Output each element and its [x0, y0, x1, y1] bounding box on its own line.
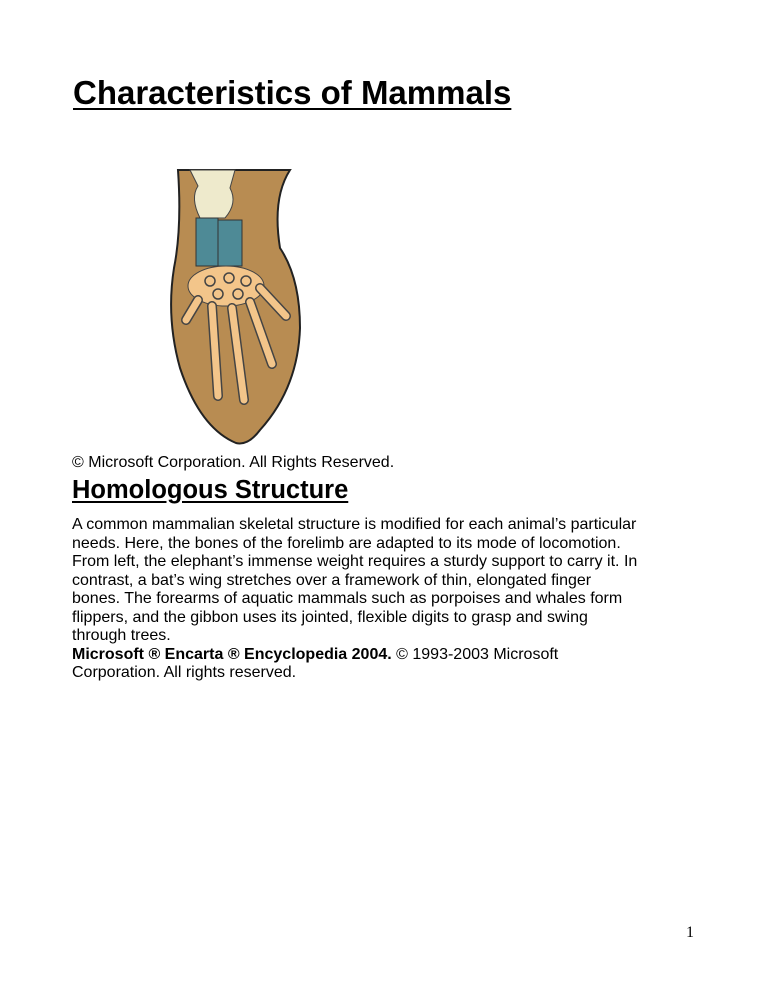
flipper-skeleton-illustration	[160, 168, 310, 450]
source-copyright: © 1993-2003 Microsoft	[391, 645, 559, 663]
section-heading: Homologous Structure	[72, 476, 349, 504]
body-line: flippers, and the gibbon uses its jointed, flexible digits to grasp and swing	[72, 608, 588, 626]
body-line: through trees.	[72, 627, 171, 644]
page-number: 1	[686, 924, 694, 941]
body-line: contrast, a bat’s wing stretches over a framework of thin, elongated finger	[72, 571, 592, 589]
source-title: Microsoft ® Encarta ® Encyclopedia 2004.	[72, 645, 392, 663]
section-body	[72, 516, 637, 683]
forearm-bone-right	[218, 220, 242, 266]
forearm-bone-left	[196, 218, 218, 266]
body-line: A common mammalian skeletal structure is modified for each animal’s particular	[72, 516, 637, 533]
body-line: bones. The forearms of aquatic mammals such as porpoises and whales form	[72, 590, 623, 607]
source-citation-line2: Corporation. All rights reserved.	[72, 664, 297, 681]
image-credit: © Microsoft Corporation. All Rights Reserved.	[72, 454, 395, 471]
upper-bone	[190, 170, 235, 218]
source-citation	[72, 646, 637, 665]
body-line: needs. Here, the bones of the forelimb are adapted to its mode of locomotion.	[72, 534, 621, 552]
page-title: Characteristics of Mammals	[73, 74, 512, 111]
body-line: From left, the elephant’s immense weight requires a sturdy support to carry it. In	[72, 553, 638, 570]
